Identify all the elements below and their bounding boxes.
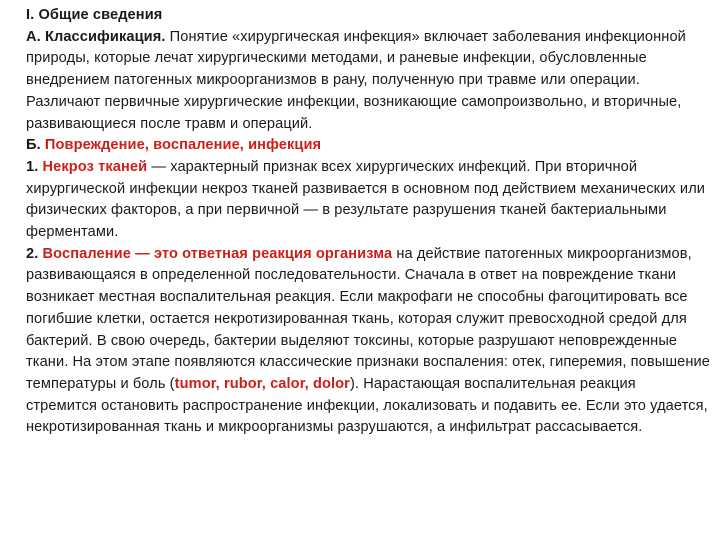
heading-b-text: Повреждение, воспаление, инфекция <box>44 137 322 154</box>
inflammation-text-after: ). Нарастающая воспалительная реакция стремится остановить распространение инфекции, локализовать и подавить ее. Если это удается, некротизированная ткань и микроорганизмы разрушаются, а инфильтрат рассасывается. <box>26 375 708 436</box>
necrosis-term: Некроз тканей <box>42 158 148 175</box>
section-title <box>26 5 710 27</box>
paragraph-inflammation <box>26 244 710 439</box>
paragraph-classification <box>26 27 710 136</box>
heading-b <box>26 135 710 157</box>
inflammation-term: Воспаление — это ответная реакция организма <box>42 245 393 262</box>
item2-number: 2. <box>26 245 43 262</box>
classification-text: Понятие «хирургическая инфекция» включает заболевания инфекционной природы, которые лечат хирургическими методами, и раневые инфекции, обусловленные внедрением патогенных микроорганизмов в рану, полученную при травме или операции. Различают первичные хирургические инфекции, возникающие самопроизвольно, и вторичные, развивающиеся после травм и операций. <box>26 28 686 132</box>
item1-number: 1. <box>26 158 43 175</box>
section-title-text: I. Общие сведения <box>26 7 163 23</box>
inflammation-text-before: на действие патогенных микроорганизмов, развивающаяся в определенной последовательности. Сначала в ответ на повреждение ткани возникает местная воспалительная реакция. Если макрофаги не способны фагоцитировать все погибшие клетки, остается некротизированная ткань, которая служит превосходной средой для бактерий. В свою очередь, бактерии выделяют токсины, которые разрушают неповрежденные ткани. На этом этапе появляются классические признаки воспаления: отек, гиперемия, повышение температуры и боль ( <box>26 245 710 392</box>
heading-b-prefix: Б. <box>26 137 45 154</box>
slide-text-body <box>26 5 710 439</box>
classification-label: А. Классификация. <box>26 28 166 45</box>
paragraph-necrosis <box>26 157 710 244</box>
latin-signs: tumor, rubor, calor, dolor <box>174 375 350 392</box>
necrosis-text: — характерный признак всех хирургических инфекций. При вторичной хирургической инфекции некроз тканей развивается в основном под действием механических или физических факторов, а при первичной — в результате разрушения тканей бактериальными ферментами. <box>26 158 706 241</box>
